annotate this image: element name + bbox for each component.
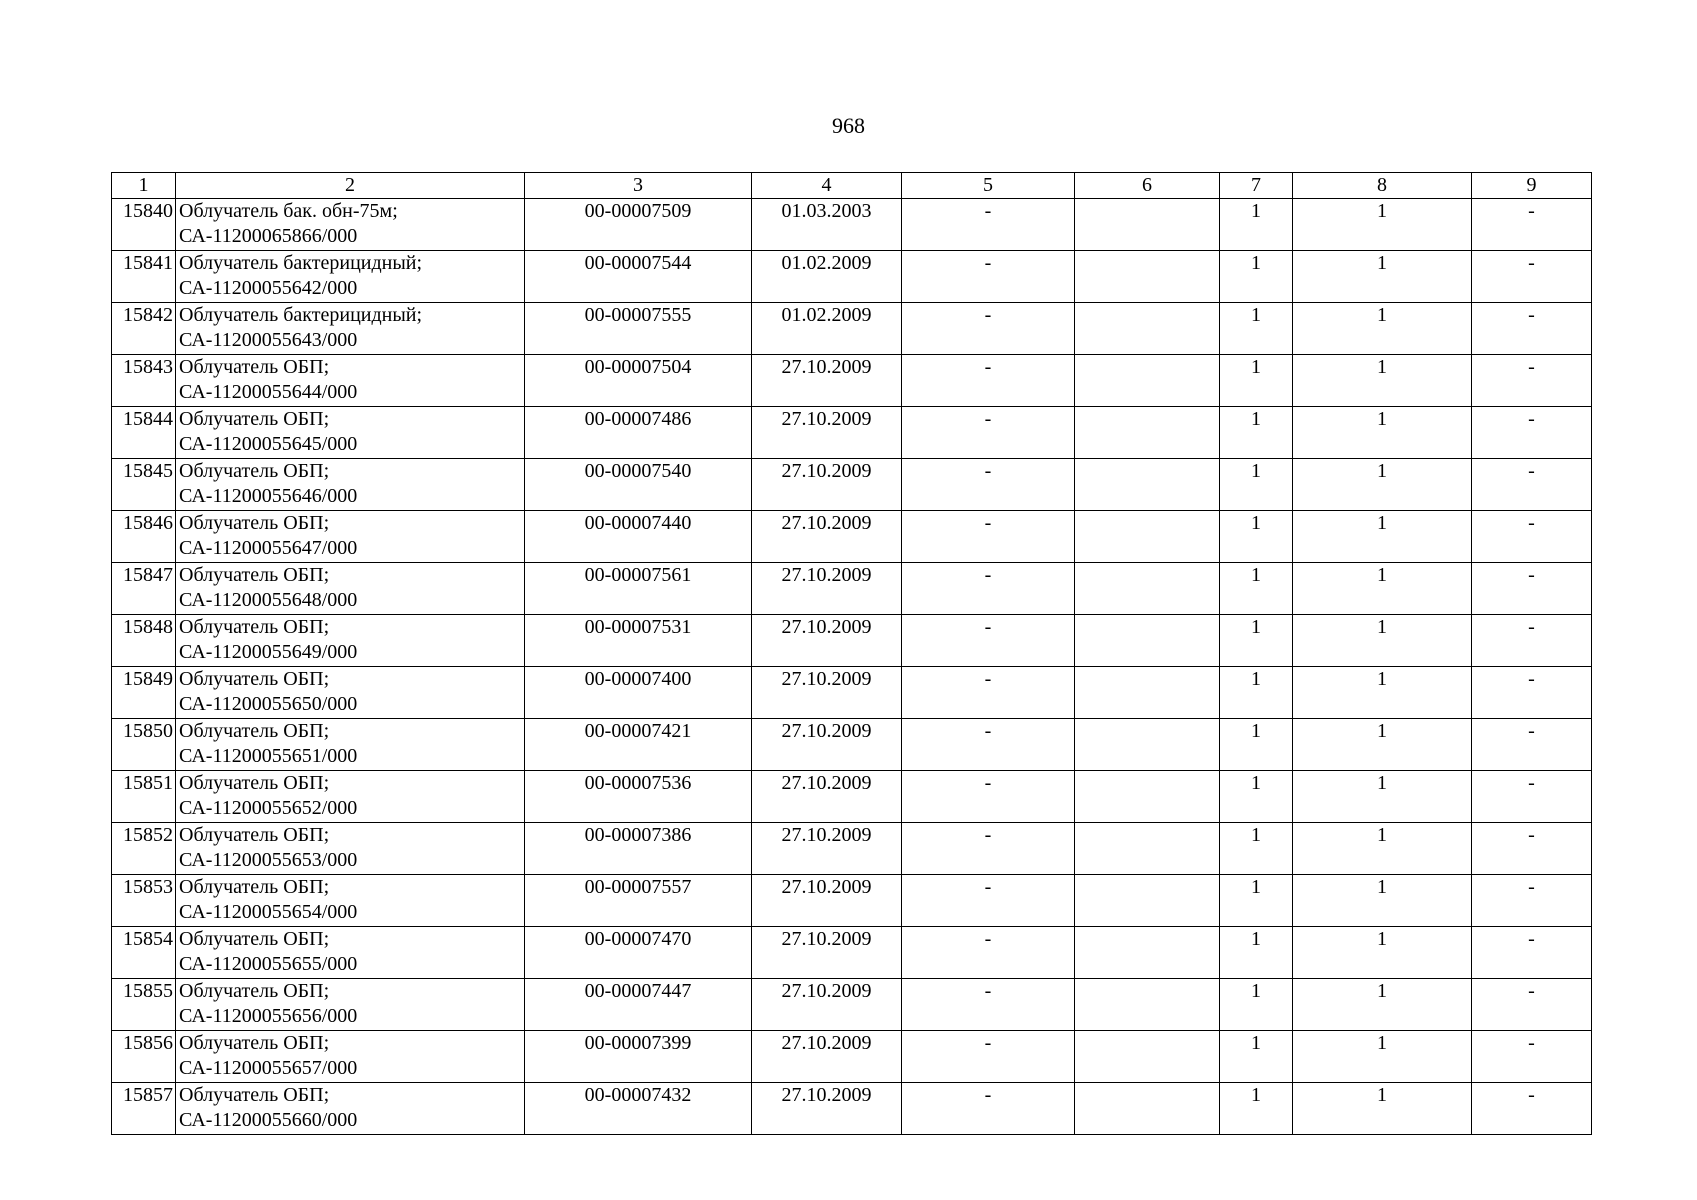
- table-row: [112, 927, 1592, 979]
- item-name: [176, 875, 525, 927]
- row-number: 15842: [112, 303, 176, 355]
- item-name-line-1: Облучатель ОБП;: [179, 772, 330, 794]
- item-name: [176, 511, 525, 563]
- col8-cell: 1: [1293, 1031, 1472, 1083]
- header-cell-4: 4: [752, 173, 902, 199]
- table-row: [112, 875, 1592, 927]
- item-name: [176, 927, 525, 979]
- header-cell-5: 5: [902, 173, 1075, 199]
- item-name-line-1: Облучатель ОБП;: [179, 460, 330, 482]
- col9-cell: -: [1472, 303, 1592, 355]
- col8-cell: 1: [1293, 303, 1472, 355]
- col5-cell: -: [902, 823, 1075, 875]
- col8-cell: 1: [1293, 719, 1472, 771]
- col6-cell: [1075, 511, 1220, 563]
- date-cell: 27.10.2009: [752, 1031, 902, 1083]
- col7-cell: 1: [1220, 251, 1293, 303]
- table-row: [112, 615, 1592, 667]
- col9-cell: -: [1472, 199, 1592, 251]
- col7-cell: 1: [1220, 875, 1293, 927]
- col5-cell: -: [902, 1031, 1075, 1083]
- inventory-code: 00-00007486: [525, 407, 752, 459]
- col8-cell: 1: [1293, 1083, 1472, 1135]
- col9-cell: -: [1472, 875, 1592, 927]
- item-name-line-2: СА-11200055654/000: [179, 901, 358, 923]
- col7-cell: 1: [1220, 511, 1293, 563]
- row-number: 15846: [112, 511, 176, 563]
- date-cell: 27.10.2009: [752, 719, 902, 771]
- col5-cell: -: [902, 719, 1075, 771]
- item-name-line-1: Облучатель ОБП;: [179, 356, 330, 378]
- col8-cell: 1: [1293, 511, 1472, 563]
- col9-cell: -: [1472, 927, 1592, 979]
- date-cell: 27.10.2009: [752, 667, 902, 719]
- header-cell-3: 3: [525, 173, 752, 199]
- item-name-line-2: СА-11200055650/000: [179, 693, 358, 715]
- inventory-code: 00-00007400: [525, 667, 752, 719]
- item-name-line-2: СА-11200055644/000: [179, 381, 358, 403]
- item-name-line-2: СА-11200055656/000: [179, 1005, 358, 1027]
- col6-cell: [1075, 251, 1220, 303]
- table-row: [112, 823, 1592, 875]
- col7-cell: 1: [1220, 303, 1293, 355]
- col9-cell: -: [1472, 407, 1592, 459]
- item-name-line-1: Облучатель ОБП;: [179, 720, 330, 742]
- col8-cell: 1: [1293, 667, 1472, 719]
- table-row: [112, 511, 1592, 563]
- col8-cell: 1: [1293, 251, 1472, 303]
- col8-cell: 1: [1293, 875, 1472, 927]
- col5-cell: -: [902, 927, 1075, 979]
- date-cell: 01.03.2003: [752, 199, 902, 251]
- row-number: 15848: [112, 615, 176, 667]
- item-name-line-2: СА-11200055645/000: [179, 433, 358, 455]
- col9-cell: -: [1472, 355, 1592, 407]
- col9-cell: -: [1472, 563, 1592, 615]
- col9-cell: -: [1472, 979, 1592, 1031]
- col6-cell: [1075, 615, 1220, 667]
- table-row: [112, 199, 1592, 251]
- item-name-line-2: СА-11200055649/000: [179, 641, 358, 663]
- header-cell-6: 6: [1075, 173, 1220, 199]
- col7-cell: 1: [1220, 615, 1293, 667]
- item-name-line-1: Облучатель ОБП;: [179, 564, 330, 586]
- row-number: 15841: [112, 251, 176, 303]
- inventory-code: 00-00007504: [525, 355, 752, 407]
- date-cell: 27.10.2009: [752, 563, 902, 615]
- item-name-line-1: Облучатель бактерицидный;: [179, 304, 423, 326]
- item-name: [176, 303, 525, 355]
- item-name-line-1: Облучатель ОБП;: [179, 928, 330, 950]
- date-cell: 27.10.2009: [752, 511, 902, 563]
- table-row: [112, 667, 1592, 719]
- col7-cell: 1: [1220, 199, 1293, 251]
- col5-cell: -: [902, 407, 1075, 459]
- item-name: [176, 823, 525, 875]
- date-cell: 27.10.2009: [752, 355, 902, 407]
- inventory-code: 00-00007540: [525, 459, 752, 511]
- item-name-line-2: СА-11200055646/000: [179, 485, 358, 507]
- date-cell: 27.10.2009: [752, 927, 902, 979]
- col5-cell: -: [902, 511, 1075, 563]
- header-cell-1: 1: [112, 173, 176, 199]
- item-name: [176, 459, 525, 511]
- table-row: [112, 459, 1592, 511]
- col5-cell: -: [902, 199, 1075, 251]
- row-number: 15843: [112, 355, 176, 407]
- header-cell-7: 7: [1220, 173, 1293, 199]
- col7-cell: 1: [1220, 563, 1293, 615]
- col7-cell: 1: [1220, 719, 1293, 771]
- col7-cell: 1: [1220, 407, 1293, 459]
- col7-cell: 1: [1220, 1083, 1293, 1135]
- item-name: [176, 355, 525, 407]
- col8-cell: 1: [1293, 927, 1472, 979]
- col7-cell: 1: [1220, 355, 1293, 407]
- col9-cell: -: [1472, 459, 1592, 511]
- table-row: [112, 1083, 1592, 1135]
- col6-cell: [1075, 875, 1220, 927]
- col6-cell: [1075, 719, 1220, 771]
- item-name: [176, 719, 525, 771]
- date-cell: 01.02.2009: [752, 303, 902, 355]
- table-row: [112, 355, 1592, 407]
- col9-cell: -: [1472, 1083, 1592, 1135]
- date-cell: 27.10.2009: [752, 771, 902, 823]
- col5-cell: -: [902, 1083, 1075, 1135]
- item-name-line-2: СА-11200055655/000: [179, 953, 358, 975]
- col6-cell: [1075, 355, 1220, 407]
- date-cell: 27.10.2009: [752, 407, 902, 459]
- col6-cell: [1075, 407, 1220, 459]
- date-cell: 27.10.2009: [752, 979, 902, 1031]
- item-name-line-2: СА-11200055651/000: [179, 745, 358, 767]
- item-name: [176, 251, 525, 303]
- date-cell: 27.10.2009: [752, 459, 902, 511]
- row-number: 15847: [112, 563, 176, 615]
- inventory-code: 00-00007386: [525, 823, 752, 875]
- item-name: [176, 407, 525, 459]
- col6-cell: [1075, 459, 1220, 511]
- col7-cell: 1: [1220, 771, 1293, 823]
- table-row: [112, 771, 1592, 823]
- col5-cell: -: [902, 563, 1075, 615]
- item-name-line-2: СА-11200055653/000: [179, 849, 358, 871]
- item-name: [176, 615, 525, 667]
- inventory-code: 00-00007544: [525, 251, 752, 303]
- item-name-line-2: СА-11200055657/000: [179, 1057, 358, 1079]
- table-body: [112, 199, 1592, 1135]
- item-name-line-1: Облучатель ОБП;: [179, 980, 330, 1002]
- item-name-line-1: Облучатель ОБП;: [179, 824, 330, 846]
- col7-cell: 1: [1220, 823, 1293, 875]
- date-cell: 27.10.2009: [752, 615, 902, 667]
- col5-cell: -: [902, 355, 1075, 407]
- item-name-line-1: Облучатель ОБП;: [179, 1032, 330, 1054]
- row-number: 15850: [112, 719, 176, 771]
- col6-cell: [1075, 823, 1220, 875]
- row-number: 15845: [112, 459, 176, 511]
- inventory-code: 00-00007557: [525, 875, 752, 927]
- header-row: [112, 173, 1592, 199]
- col8-cell: 1: [1293, 407, 1472, 459]
- header-cell-9: 9: [1472, 173, 1592, 199]
- item-name-line-2: СА-11200055642/000: [179, 277, 358, 299]
- col6-cell: [1075, 303, 1220, 355]
- col9-cell: -: [1472, 719, 1592, 771]
- row-number: 15855: [112, 979, 176, 1031]
- date-cell: 27.10.2009: [752, 1083, 902, 1135]
- header-cell-2: 2: [176, 173, 525, 199]
- page-number: 968: [832, 113, 865, 138]
- item-name: [176, 771, 525, 823]
- inventory-code: 00-00007447: [525, 979, 752, 1031]
- inventory-code: 00-00007561: [525, 563, 752, 615]
- col8-cell: 1: [1293, 823, 1472, 875]
- date-cell: 27.10.2009: [752, 823, 902, 875]
- item-name: [176, 667, 525, 719]
- col6-cell: [1075, 199, 1220, 251]
- col7-cell: 1: [1220, 1031, 1293, 1083]
- inventory-code: 00-00007531: [525, 615, 752, 667]
- table-row: [112, 303, 1592, 355]
- inventory-code: 00-00007399: [525, 1031, 752, 1083]
- item-name-line-2: СА-11200055652/000: [179, 797, 358, 819]
- inventory-code: 00-00007432: [525, 1083, 752, 1135]
- col5-cell: -: [902, 875, 1075, 927]
- item-name-line-1: Облучатель ОБП;: [179, 512, 330, 534]
- table-row: [112, 563, 1592, 615]
- col8-cell: 1: [1293, 199, 1472, 251]
- col5-cell: -: [902, 251, 1075, 303]
- item-name-line-2: СА-11200055648/000: [179, 589, 358, 611]
- inventory-code: 00-00007536: [525, 771, 752, 823]
- inventory-code: 00-00007509: [525, 199, 752, 251]
- col7-cell: 1: [1220, 979, 1293, 1031]
- row-number: 15851: [112, 771, 176, 823]
- col8-cell: 1: [1293, 563, 1472, 615]
- col7-cell: 1: [1220, 667, 1293, 719]
- col8-cell: 1: [1293, 355, 1472, 407]
- col9-cell: -: [1472, 511, 1592, 563]
- row-number: 15857: [112, 1083, 176, 1135]
- header-cell-8: 8: [1293, 173, 1472, 199]
- row-number: 15853: [112, 875, 176, 927]
- col6-cell: [1075, 979, 1220, 1031]
- item-name-line-2: СА-11200055643/000: [179, 329, 358, 351]
- date-cell: 27.10.2009: [752, 875, 902, 927]
- item-name-line-1: Облучатель бактерицидный;: [179, 252, 423, 274]
- item-name-line-1: Облучатель ОБП;: [179, 876, 330, 898]
- item-name: [176, 199, 525, 251]
- col5-cell: -: [902, 459, 1075, 511]
- col9-cell: -: [1472, 615, 1592, 667]
- col9-cell: -: [1472, 667, 1592, 719]
- col6-cell: [1075, 667, 1220, 719]
- inventory-code: 00-00007421: [525, 719, 752, 771]
- inventory-code: 00-00007555: [525, 303, 752, 355]
- item-name: [176, 563, 525, 615]
- col8-cell: 1: [1293, 771, 1472, 823]
- table-row: [112, 251, 1592, 303]
- item-name-line-2: СА-11200055647/000: [179, 537, 358, 559]
- inventory-code: 00-00007440: [525, 511, 752, 563]
- item-name: [176, 1083, 525, 1135]
- item-name: [176, 1031, 525, 1083]
- table-row: [112, 407, 1592, 459]
- row-number: 15854: [112, 927, 176, 979]
- row-number: 15852: [112, 823, 176, 875]
- row-number: 15856: [112, 1031, 176, 1083]
- inventory-code: 00-00007470: [525, 927, 752, 979]
- col8-cell: 1: [1293, 979, 1472, 1031]
- col5-cell: -: [902, 667, 1075, 719]
- col6-cell: [1075, 1083, 1220, 1135]
- register-table: [111, 172, 1592, 1135]
- row-number: 15844: [112, 407, 176, 459]
- item-name-line-1: Облучатель ОБП;: [179, 668, 330, 690]
- table-row: [112, 1031, 1592, 1083]
- item-name-line-1: Облучатель бак. обн-75м;: [179, 200, 398, 222]
- item-name: [176, 979, 525, 1031]
- col8-cell: 1: [1293, 459, 1472, 511]
- col9-cell: -: [1472, 823, 1592, 875]
- item-name-line-1: Облучатель ОБП;: [179, 1084, 330, 1106]
- date-cell: 01.02.2009: [752, 251, 902, 303]
- item-name-line-2: СА-11200055660/000: [179, 1109, 358, 1131]
- col9-cell: -: [1472, 771, 1592, 823]
- col8-cell: 1: [1293, 615, 1472, 667]
- col9-cell: -: [1472, 1031, 1592, 1083]
- col5-cell: -: [902, 303, 1075, 355]
- table-row: [112, 719, 1592, 771]
- item-name-line-1: Облучатель ОБП;: [179, 616, 330, 638]
- item-name-line-1: Облучатель ОБП;: [179, 408, 330, 430]
- col7-cell: 1: [1220, 459, 1293, 511]
- table-header: [112, 173, 1592, 199]
- col6-cell: [1075, 1031, 1220, 1083]
- row-number: 15849: [112, 667, 176, 719]
- col5-cell: -: [902, 771, 1075, 823]
- col5-cell: -: [902, 615, 1075, 667]
- row-number: 15840: [112, 199, 176, 251]
- col6-cell: [1075, 563, 1220, 615]
- item-name-line-2: СА-11200065866/000: [179, 225, 358, 247]
- col5-cell: -: [902, 979, 1075, 1031]
- col6-cell: [1075, 927, 1220, 979]
- table-row: [112, 979, 1592, 1031]
- col7-cell: 1: [1220, 927, 1293, 979]
- col6-cell: [1075, 771, 1220, 823]
- col9-cell: -: [1472, 251, 1592, 303]
